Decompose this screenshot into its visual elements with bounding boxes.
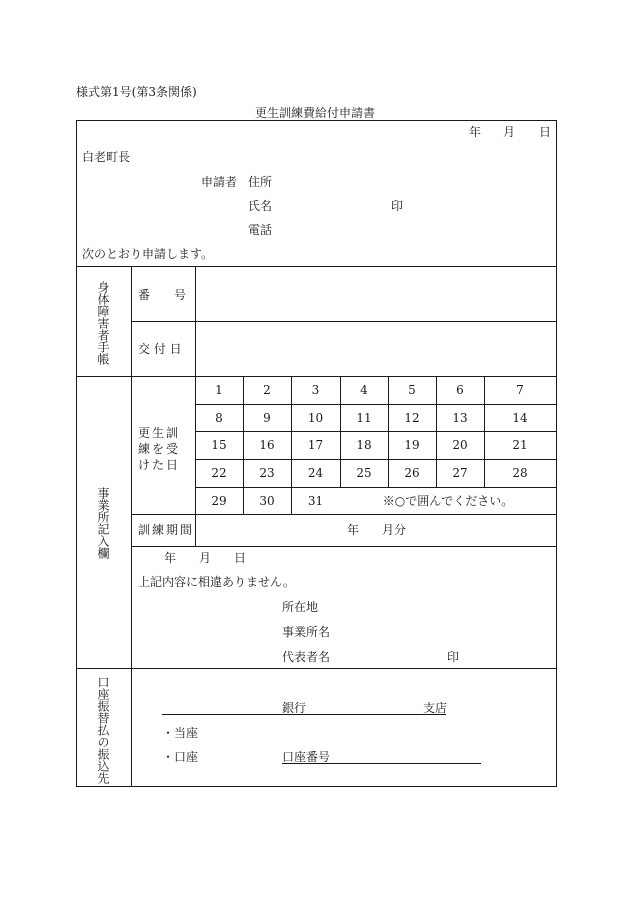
day-cell: 14: [512, 410, 528, 425]
form-number: 様式第1号(第3条関係): [76, 85, 197, 99]
applicant-label: 申請者: [201, 175, 238, 189]
day-cell: 26: [404, 466, 420, 480]
phone-label: 電話: [248, 223, 273, 237]
address-label: 住所: [248, 175, 273, 189]
label-column-line: [131, 266, 132, 668]
day-cell: 16: [259, 438, 275, 452]
date-year: 年: [164, 551, 177, 565]
table-top-border: [76, 120, 557, 121]
training-days-label: 更生訓練を受けた日: [138, 426, 181, 472]
circle-note: ※○で囲んでください。: [382, 493, 514, 508]
header-year: 年: [469, 125, 482, 139]
day-cell: 10: [307, 410, 324, 425]
day-cell: 7: [516, 383, 524, 397]
day-cell: 5: [408, 383, 416, 397]
day-cell: 21: [512, 438, 528, 452]
day-cell: 3: [311, 383, 320, 397]
account-number-label: 口座番号: [282, 750, 331, 764]
seal-mark: 印: [391, 199, 404, 213]
form-title: 更生訓練費給付申請書: [254, 106, 375, 120]
divider-office: [76, 668, 557, 669]
day-cell: 29: [211, 493, 227, 508]
day-cell: 25: [356, 466, 372, 480]
bank-name-label: 銀行: [282, 701, 307, 715]
day-cell: 8: [215, 410, 223, 425]
day-cell: 22: [211, 466, 227, 480]
day-cell: 15: [211, 438, 227, 452]
office-seal-mark: 印: [447, 650, 460, 664]
table-left-border: [76, 120, 77, 786]
day-cell: 31: [307, 493, 324, 508]
table-right-border: [556, 120, 557, 786]
table-bottom-border: [76, 786, 557, 787]
current-account-option: ・当座: [162, 726, 199, 740]
declaration-text: 上記内容に相違ありません。: [138, 575, 295, 589]
account-option: ・口座: [162, 750, 199, 764]
branch-label: 支店: [423, 701, 448, 715]
day-cell: 28: [512, 466, 528, 480]
account-number-underline: [282, 763, 481, 764]
name-label: 氏名: [248, 199, 273, 213]
period-label: 訓練期間: [138, 523, 195, 537]
day-cell: 2: [263, 383, 271, 397]
grid-line-h5: [131, 514, 556, 515]
day-cell: 19: [404, 438, 420, 452]
handbook-number-label: 番 号: [138, 288, 187, 302]
office-name-label: 事業所名: [282, 625, 331, 639]
day-cell: 6: [456, 383, 464, 397]
day-cell: 11: [356, 410, 372, 425]
day-cell: 13: [452, 410, 468, 425]
header-day: 日: [539, 125, 552, 139]
handbook-issue-date-label: 交 付 日: [138, 342, 182, 356]
date-day: 日: [234, 551, 247, 565]
day-cell: 24: [307, 466, 324, 480]
divider-header: [76, 266, 557, 267]
day-cell: 1: [215, 383, 223, 397]
day-cell: 30: [259, 493, 275, 508]
bank-label: 口座振替払の振込先: [96, 676, 110, 784]
request-text: 次のとおり申請します。: [82, 247, 214, 261]
bank-underline: [162, 714, 446, 715]
day-cell: 4: [360, 383, 368, 397]
handbook-row-divider: [131, 321, 556, 322]
day-cell: 9: [263, 410, 271, 425]
addressee: 白老町長: [82, 150, 131, 164]
day-cell: 23: [259, 466, 275, 480]
day-cell: 17: [307, 438, 324, 452]
location-label: 所在地: [282, 600, 319, 614]
bank-label-line: [131, 668, 132, 786]
header-month: 月: [503, 125, 516, 139]
period-month: 月分: [382, 523, 407, 537]
day-cell: 18: [356, 438, 372, 452]
day-cell: 20: [452, 438, 468, 452]
handbook-label: 身体障害者手帳: [96, 281, 110, 365]
grid-line-h6: [131, 546, 556, 547]
day-cell: 27: [452, 466, 468, 480]
period-year: 年: [347, 523, 360, 537]
day-cell: 12: [404, 410, 420, 425]
representative-label: 代表者名: [282, 650, 331, 664]
date-month: 月: [199, 551, 212, 565]
office-label: 事業所記入欄: [96, 487, 110, 559]
